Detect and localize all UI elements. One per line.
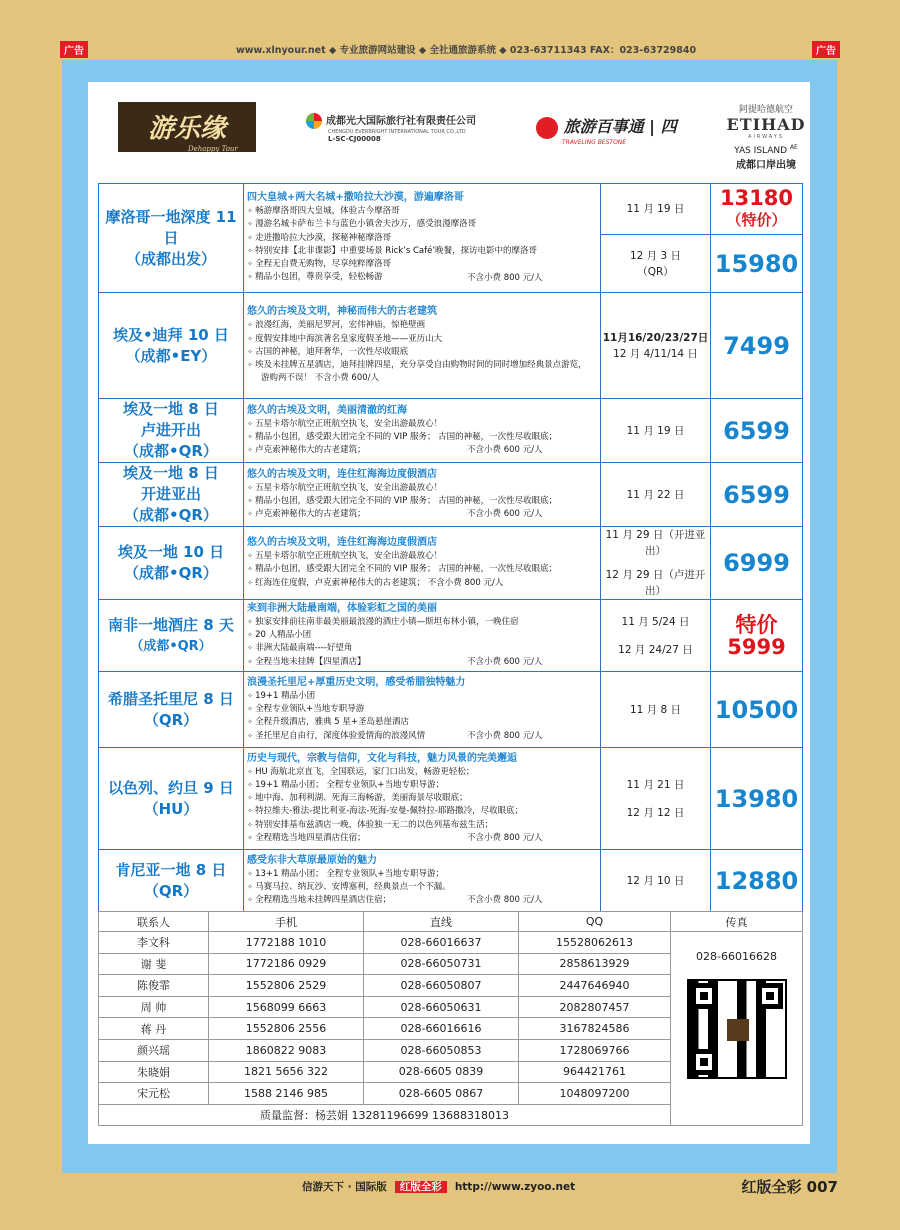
footer-url[interactable]: http://www.zyoo.net (454, 1181, 576, 1193)
tour-date: 11月16/20/23/27日 12 月 4/11/14 日 (601, 293, 711, 399)
tour-price: 10500 (711, 672, 803, 748)
ad-label-right: 广告 (812, 41, 840, 58)
fax-cell (671, 932, 803, 1126)
tour-price: 6599 (711, 463, 803, 527)
etihad-logo (726, 102, 806, 171)
tour-date: 11 月 21 日 12 月 12 日 (601, 748, 711, 850)
header-qq: QQ (519, 912, 671, 932)
tour-description: 浪漫圣托里尼+厚重历史文明，感受希腊独特魅力 ✧ 19+1 精品小团 ✧ 全程专业领队+当地专职导游 ✧ 全程升级酒店，雅典 5 星+圣岛悬崖酒店 ✧ 圣托里尼自由行，深度体验爱情海的浪漫风情 不含小费 800 元/人 (244, 672, 601, 748)
table-row: 宋元松 1588 2146 985 028-6605 0867 1048097200 (99, 1083, 803, 1105)
tour-date: 11 月 19 日 (601, 184, 711, 235)
tour-description: 感受东非大草原最原始的魅力 ✧ 13+1 精品小团； 全程专业领队+当地专职导游； ✧ 马赛马拉、纳瓦沙、安博塞利，经典景点一个不漏。 ✧ 全程精选当地未挂牌四星酒店住宿； 不含小费 800 元/人 (244, 850, 601, 912)
top-ad-line: www.xlnyour.net ◆ 专业旅游网站建设 ◆ 全社通旅游系统 ◆ 023-63711343 FAX：023-63729840 (236, 45, 697, 56)
etihad-sub: AIRWAYS (747, 134, 785, 140)
tour-name: 希腊圣托里尼 8 日 （QR） (99, 672, 244, 748)
port-label: 成都口岸出境 (736, 160, 796, 171)
tour-description: 悠久的古埃及文明，美丽清澈的红海 ✧ 五星卡塔尔航空正班航空执飞，安全出游最放心！ ✧ 精品小包团，感受跟大团完全不同的 VIP 服务； 古国的神秘，一次性尽收眼底； ✧ 卢克索神秘伟大的古老建筑； 不含小费 600 元/人 (244, 399, 601, 463)
baishitong-icon (536, 117, 558, 139)
top-bar (0, 38, 900, 58)
tour-date: 11 月 19 日 (601, 399, 711, 463)
youlehuan-en: Dehappy Tour (188, 145, 238, 153)
tour-description: 历史与现代，宗教与信仰，文化与科技，魅力风景的完美邂逅 ✧ HU 海航北京直飞，全国联运，家门口出发，畅游更轻松； ✧ 19+1 精品小团； 全程专业领队+当地专职导游； ✧ 地中海、加利利湖、死海三海畅游，美丽海景尽收眼底； ✧ 特拉维夫-雅法-提比利亚-海法-死海-安曼-佩特拉-耶路撒冷，尽收眼底； ✧ 特别安排基布兹酒店一晚，体验独一无二的以色列基布兹生活； ✧ 全程精选当地四星酒店住宿； 不含小费 800 元/人 (244, 748, 601, 850)
tour-name: 南非一地酒庄 8 天 （成都•QR） (99, 600, 244, 672)
baishitong-name: 旅游百事通 (563, 117, 644, 136)
tour-table (98, 183, 803, 912)
table-row: 谢 斐 1772186 0929 028-66050731 2858613929 (99, 953, 803, 975)
youlehuan-logo (118, 102, 256, 152)
everbright-en: CHENGDU EVERBRIGHT INTERNATIONAL TOUR CO.,LTD (328, 129, 466, 135)
tour-name: 埃及•迪拜 10 日 （成都•EY） (99, 293, 244, 399)
tour-date: 11 月 5/24 日 12 月 24/27 日 (601, 600, 711, 672)
tour-date: 11 月 29 日（开进亚出） 12 月 29 日（卢进开出） (601, 527, 711, 600)
everbright-name: 成都光大国际旅行社有限责任公司 (326, 116, 476, 127)
table-row: 陈俊霏 1552806 2529 028-66050807 2447646940 (99, 975, 803, 997)
page-number: 红版全彩 007 (741, 1178, 838, 1196)
tour-date: 11 月 22 日 (601, 463, 711, 527)
footer-slogan: 信游天下 · 国际版 (302, 1181, 387, 1193)
tour-description: 四大皇城+两大名城+撒哈拉大沙漠，游遍摩洛哥 ✧ 畅游摩洛哥四大皇城，体验古今摩洛哥 ✧ 漫游名城卡萨布兰卡与蓝色小镇舍夫沙万，感受浪漫摩洛哥 ✧ 走进撒哈拉大沙漠，探秘神秘摩洛哥 ✧ 特别安排【北非谍影】中重要场景 Rick’s Café’晚餐，探访电影中的摩洛哥 ✧ 全程无自费无购物，尽享纯粹摩洛哥 ✧ 精品小包团，尊贵享受，轻松畅游 不含小费 800 元/人 (244, 184, 601, 293)
youlehuan-name: 游乐缘 (148, 114, 227, 144)
everbright-license: L-SC-CJ00008 (328, 135, 381, 143)
tour-description: 悠久的古埃及文明，连住红海海边度假酒店 ✧ 五星卡塔尔航空正班航空执飞，安全出游最放心！ ✧ 精品小包团，感受跟大团完全不同的 VIP 服务； 古国的神秘，一次性尽收眼底； ✧ 卢克索神秘伟大的古老建筑； 不含小费 600 元/人 (244, 463, 601, 527)
tour-name: 埃及一地 8 日 开进亚出 （成都•QR） (99, 463, 244, 527)
tour-price: 15980 (711, 235, 803, 293)
table-row: 周 帅 1568099 6663 028-66050631 2082807457 (99, 996, 803, 1018)
table-row: 颜兴瑶 1860822 9083 028-66050853 1728069766 (99, 1039, 803, 1061)
everbright-logo (306, 112, 476, 143)
tour-name: 埃及一地 8 日 卢进开出 （成都•QR） (99, 399, 244, 463)
etihad-name: ETIHAD (726, 115, 806, 134)
tour-description: 悠久的古埃及文明，神秘而伟大的古老建筑 ✧ 浪漫红海，美丽尼罗河，宏伟神庙，惊艳壁画 ✧ 度假安排地中海滨著名皇家度假圣地——亚历山大 ✧ 古国的神秘，迪拜奢华，一次性尽收眼底 ✧ 埃及未挂牌五星酒店，迪拜挂牌四星，充分享受自由购物时间的同时增加经典景点游览， 游购两不误！ 不含小费 600/人 (244, 293, 601, 399)
tour-price: 6599 (711, 399, 803, 463)
header-contact: 联系人 (99, 912, 209, 932)
tour-date: 12 月 3 日 （QR） (601, 235, 711, 293)
tour-price: 13180 （特价） (711, 184, 803, 235)
everbright-icon (306, 113, 322, 129)
header-direct: 直线 (364, 912, 519, 932)
header-mobile: 手机 (209, 912, 364, 932)
tour-name: 肯尼亚一地 8 日 （QR） (99, 850, 244, 912)
tour-name: 摩洛哥一地深度 11 日 （成都出发） (99, 184, 244, 293)
tour-price: 13980 (711, 748, 803, 850)
tour-price: 7499 (711, 293, 803, 399)
table-row: 李文科 1772188 1010 028-66016637 15528062613 028-66016628 (99, 932, 803, 954)
tour-price: 12880 (711, 850, 803, 912)
footer-tag: 红版全彩 (395, 1181, 447, 1193)
tour-description: 悠久的古埃及文明，连住红海海边度假酒店 ✧ 五星卡塔尔航空正班航空执飞，安全出游最放心！ ✧ 精品小包团，感受跟大团完全不同的 VIP 服务； 古国的神秘，一次性尽收眼底； ✧ 红海连住度假，卢克索神秘伟大的古老建筑； 不含小费 800 元/人 (244, 527, 601, 600)
table-row: 朱晓娟 1821 5656 322 028-6605 0839 964421761 (99, 1061, 803, 1083)
tour-price: 特价 5999 (711, 600, 803, 672)
tour-name: 以色列、约旦 9 日 （HU） (99, 748, 244, 850)
logo-row (88, 82, 810, 182)
tour-price: 6999 (711, 527, 803, 600)
ad-label-left: 广告 (60, 41, 88, 58)
baishitong-logo: 旅游百事通 | 四 TRAVELING BESTONE (536, 114, 677, 146)
yas-island: YAS ISLAND $^{AE}$ (734, 144, 798, 156)
contact-table (98, 911, 803, 1126)
qr-code[interactable] (687, 979, 787, 1079)
tour-description: 来到非洲大陆最南端，体验彩虹之国的美丽 ✧ 独家安排前往南非最美丽最浪漫的酒庄小镇—斯坦布林小镇，一晚住宿 ✧ 20 人精品小团 ✧ 非洲大陆最南端----好望角 ✧ 全程当地未挂牌【四星酒店】 不含小费 600 元/人 (244, 600, 601, 672)
quality-supervision: 质量监督：杨芸娟 13281196699 13688318013 (99, 1104, 671, 1126)
etihad-cn: 阿提哈德航空 (738, 105, 793, 115)
table-row: 蒋 丹 1552806 2556 028-66016616 3167824586 (99, 1018, 803, 1040)
fax-number: 028-66016628 (696, 950, 777, 963)
tour-date: 12 月 10 日 (601, 850, 711, 912)
tour-date: 11 月 8 日 (601, 672, 711, 748)
baishitong-en: TRAVELING BESTONE (562, 138, 627, 146)
header-fax: 传真 (671, 912, 803, 932)
tour-name: 埃及一地 10 日 （成都•QR） (99, 527, 244, 600)
content-page (88, 82, 810, 1144)
